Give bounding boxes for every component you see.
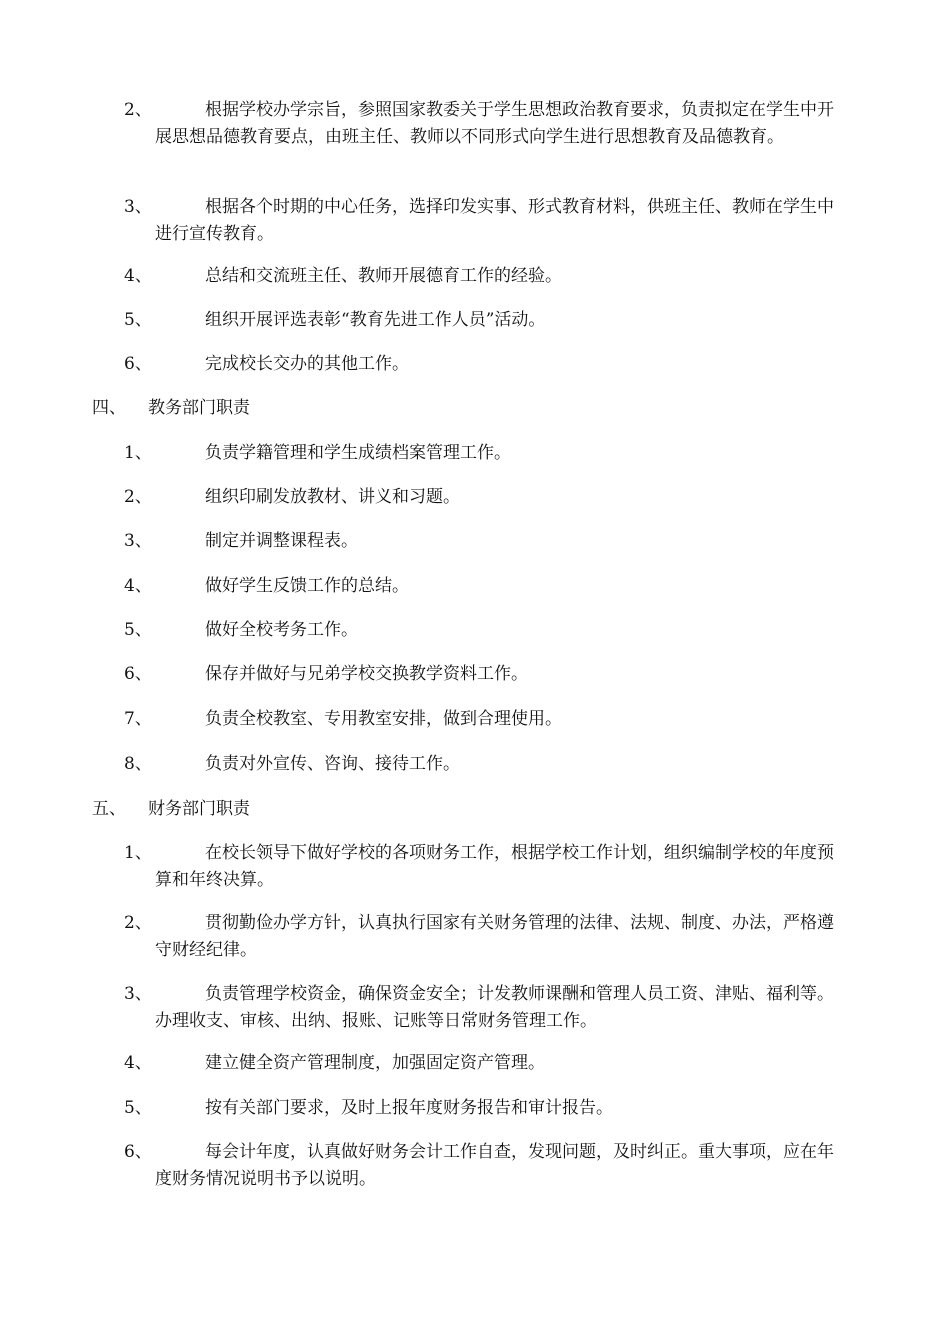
item-text: 每会计年度，认真做好财务会计工作自查，发现问题，及时纠正。重大事项，应在年度财务情况说明书予以说明。 <box>155 1142 834 1189</box>
list-item <box>124 528 848 555</box>
item-number: 6、 <box>124 664 152 684</box>
item-text: 做好学生反馈工作的总结。 <box>205 576 409 596</box>
list-item <box>124 307 848 334</box>
item-text: 在校长领导下做好学校的各项财务工作，根据学校工作计划，组织编制学校的年度预算和年终决算。 <box>155 843 834 890</box>
item-number: 1、 <box>124 443 152 463</box>
item-text: 制定并调整课程表。 <box>205 531 358 551</box>
item-number: 3、 <box>124 531 152 551</box>
list-item <box>124 1095 848 1122</box>
item-number: 6、 <box>124 1142 152 1162</box>
section-title: 教务部门职责 <box>148 398 250 418</box>
item-text: 负责管理学校资金，确保资金安全；计发教师课酬和管理人员工资、津贴、福利等。办理收支、审核、出纳、报账、记账等日常财务管理工作。 <box>155 984 834 1031</box>
list-item <box>124 981 848 1035</box>
section-heading <box>92 395 852 422</box>
item-number: 2、 <box>124 100 152 120</box>
item-number: 3、 <box>124 984 152 1004</box>
item-text: 组织印刷发放教材、讲义和习题。 <box>205 487 460 507</box>
section-number: 五、 <box>92 799 126 819</box>
list-item <box>124 97 848 151</box>
item-text: 保存并做好与兄弟学校交换教学资料工作。 <box>205 664 528 684</box>
list-item <box>124 1139 848 1193</box>
list-item <box>124 706 848 733</box>
list-item <box>124 440 848 467</box>
section-title: 财务部门职责 <box>148 799 250 819</box>
item-text: 做好全校考务工作。 <box>205 620 358 640</box>
item-number: 2、 <box>124 913 152 933</box>
item-text: 按有关部门要求，及时上报年度财务报告和审计报告。 <box>205 1098 613 1118</box>
list-item <box>124 910 848 964</box>
list-item <box>124 617 848 644</box>
item-number: 1、 <box>124 843 152 863</box>
item-text: 负责学籍管理和学生成绩档案管理工作。 <box>205 443 511 463</box>
item-number: 4、 <box>124 1053 152 1073</box>
list-item <box>124 484 848 511</box>
item-text: 总结和交流班主任、教师开展德育工作的经验。 <box>205 266 562 286</box>
item-number: 5、 <box>124 620 152 640</box>
list-item <box>124 751 848 778</box>
item-text: 负责全校教室、专用教室安排，做到合理使用。 <box>205 709 562 729</box>
list-item <box>124 661 848 688</box>
list-item <box>124 263 848 290</box>
item-text: 根据学校办学宗旨，参照国家教委关于学生思想政治教育要求，负责拟定在学生中开展思想品德教育要点，由班主任、教师以不同形式向学生进行思想教育及品德教育。 <box>155 100 834 147</box>
item-number: 2、 <box>124 487 152 507</box>
list-item <box>124 194 848 248</box>
item-number: 5、 <box>124 1098 152 1118</box>
item-number: 7、 <box>124 709 152 729</box>
item-text: 负责对外宣传、咨询、接待工作。 <box>205 754 460 774</box>
item-text: 建立健全资产管理制度，加强固定资产管理。 <box>205 1053 545 1073</box>
item-number: 4、 <box>124 576 152 596</box>
item-number: 6、 <box>124 354 152 374</box>
item-text: 根据各个时期的中心任务，选择印发实事、形式教育材料，供班主任、教师在学生中进行宣传教育。 <box>155 197 834 244</box>
list-item <box>124 351 848 378</box>
item-text: 完成校长交办的其他工作。 <box>205 354 409 374</box>
item-text: 组织开展评选表彰“教育先进工作人员”活动。 <box>205 310 546 330</box>
item-number: 3、 <box>124 197 152 217</box>
list-item <box>124 573 848 600</box>
item-text: 贯彻勤俭办学方针，认真执行国家有关财务管理的法律、法规、制度、办法，严格遵守财经纪律。 <box>155 913 834 960</box>
item-number: 4、 <box>124 266 152 286</box>
list-item <box>124 840 848 894</box>
list-item <box>124 1050 848 1077</box>
item-number: 8、 <box>124 754 152 774</box>
item-number: 5、 <box>124 310 152 330</box>
section-number: 四、 <box>92 398 126 418</box>
section-heading <box>92 796 852 823</box>
